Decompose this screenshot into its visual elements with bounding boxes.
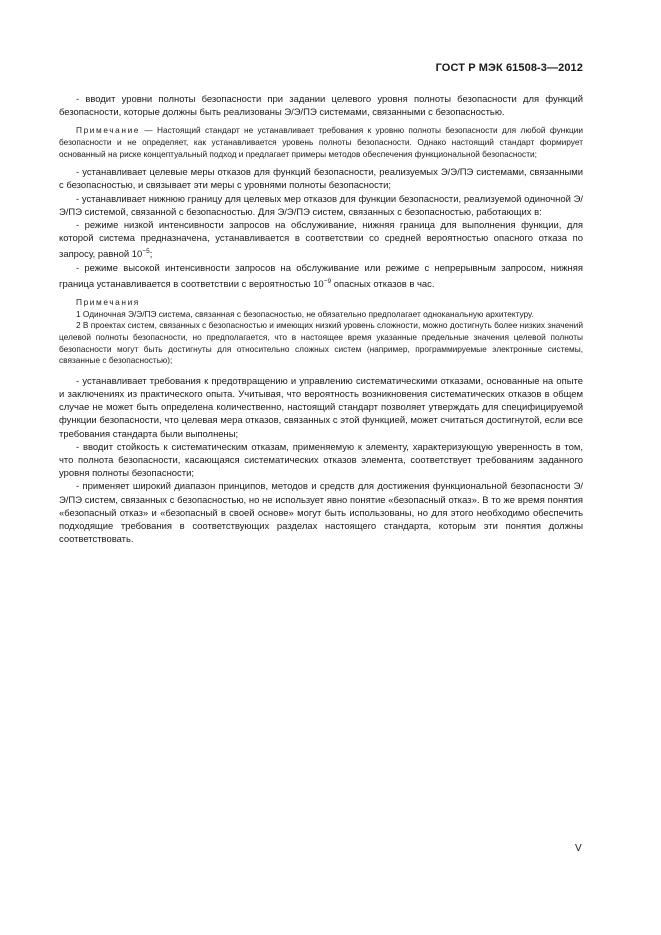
paragraph-high-demand-mode	[59, 262, 583, 292]
high-demand-text: - режиме высокой интенсивности запросов на обслуживание или режиме с непрерывным запросом, нижняя граница устанавливается в соответствии с вероятностью 10	[59, 262, 583, 291]
paragraph-systematic-capability: - вводит стойкость к систематическим отказам, применяемую к элементу, характеризующую уверенность в том, что полнота безопасности, касающаяся систематических отказов элемента, соответствует требованиям заданного уровня полноты безопасности;	[59, 441, 583, 480]
high-demand-exponent: −9	[323, 277, 332, 285]
paragraph-sil-introduction: - вводит уровни полноты безопасности при задании целевого уровня полноты безопасности для функций безопасности, которые должны быть реализованы Э/Э/ПЭ системами, связанными с безопасностью.	[59, 94, 583, 119]
paragraph-lower-bound: - устанавливает нижнюю границу для целевых мер отказов для функции безопасности, реализуемой одиночной Э/Э/ПЭ системой, связанной с безопасностью. Для Э/Э/ПЭ систем, связанных с безопасностью, работающих в:	[59, 193, 583, 218]
low-demand-end: ;	[149, 249, 153, 261]
note-paragraph	[59, 125, 583, 160]
page-number: V	[575, 843, 582, 854]
notes-heading: Примечания	[76, 297, 140, 308]
paragraph-safe-failure: - применяет широкий диапазон принципов, методов и средств для достижения функциональной безопасности Э/Э/ПЭ систем, связанных с безопасностью, но не использует явно понятие «безопасный отказ». В то же время понятия «безопасный отказ» и «безопасный в своей основе» могут быть использованы, но для этого необходимо обеспечить подходящие требования в соответствующих разделах настоящего стандарта, которым эти понятия должны соответствовать.	[59, 481, 583, 546]
note-text: — Настоящий стандарт не устанавливает требования к уровню полноты безопасности для любой функции безопасности и не определяет, как устанавливается уровень полноты безопасности. Однако настоящий стандарт формирует основанный на риске концептуальный подход и предлагает примеры методов обеспечения функциональной безопасности;	[59, 125, 583, 159]
note-1: 1 Одиночная Э/Э/ПЭ система, связанная с безопасностью, не обязательно предполагает одноканальную архитектуру.	[76, 308, 534, 319]
note-2: 2 В проектах систем, связанных с безопасностью и имеющих низкий уровень сложности, можно достигнуть более низких значений целевой полноты безопасности, но предполагается, что в настоящее время указанные предельные значения целевой полноты безопасности могут быть достигнуты для относительно сложных систем (например, программируемые электронные системы, связанные с безопасностью);	[59, 320, 583, 366]
document-body	[59, 93, 583, 547]
paragraph-systematic-failures: - устанавливает требования к предотвращению и управлению систематическими отказами, основанные на опыте и заключениях из практического опыта. Учитывая, что вероятность возникновения систематических отказов в общем случае не может быть определена количественно, настоящий стандарт позволяет утверждать для специфицируемой функции безопасности, что целевая мера отказов, связанных с этой функцией, может считаться достигнутой, если все требования стандарта были выполнены;	[59, 375, 583, 440]
standard-header: ГОСТ Р МЭК 61508-3—2012	[435, 62, 583, 74]
paragraph-low-demand-mode	[59, 219, 583, 262]
paragraph-target-failure-measures: - устанавливает целевые меры отказов для функций безопасности, реализуемых Э/Э/ПЭ системами, связанными с безопасностью, и связывает эти меры с уровнями полноты безопасности;	[59, 167, 583, 192]
low-demand-exponent: −5	[142, 248, 150, 256]
low-demand-text: - режиме низкой интенсивности запросов на обслуживание, нижняя граница для выполнения функции, для которой система предназначена, устанавливается в соответствии со средней вероятностью опасного отказа по запросу, равной 10	[59, 220, 583, 261]
note-label: Примечание	[76, 125, 141, 136]
high-demand-end: опасных отказов в час.	[331, 279, 435, 291]
